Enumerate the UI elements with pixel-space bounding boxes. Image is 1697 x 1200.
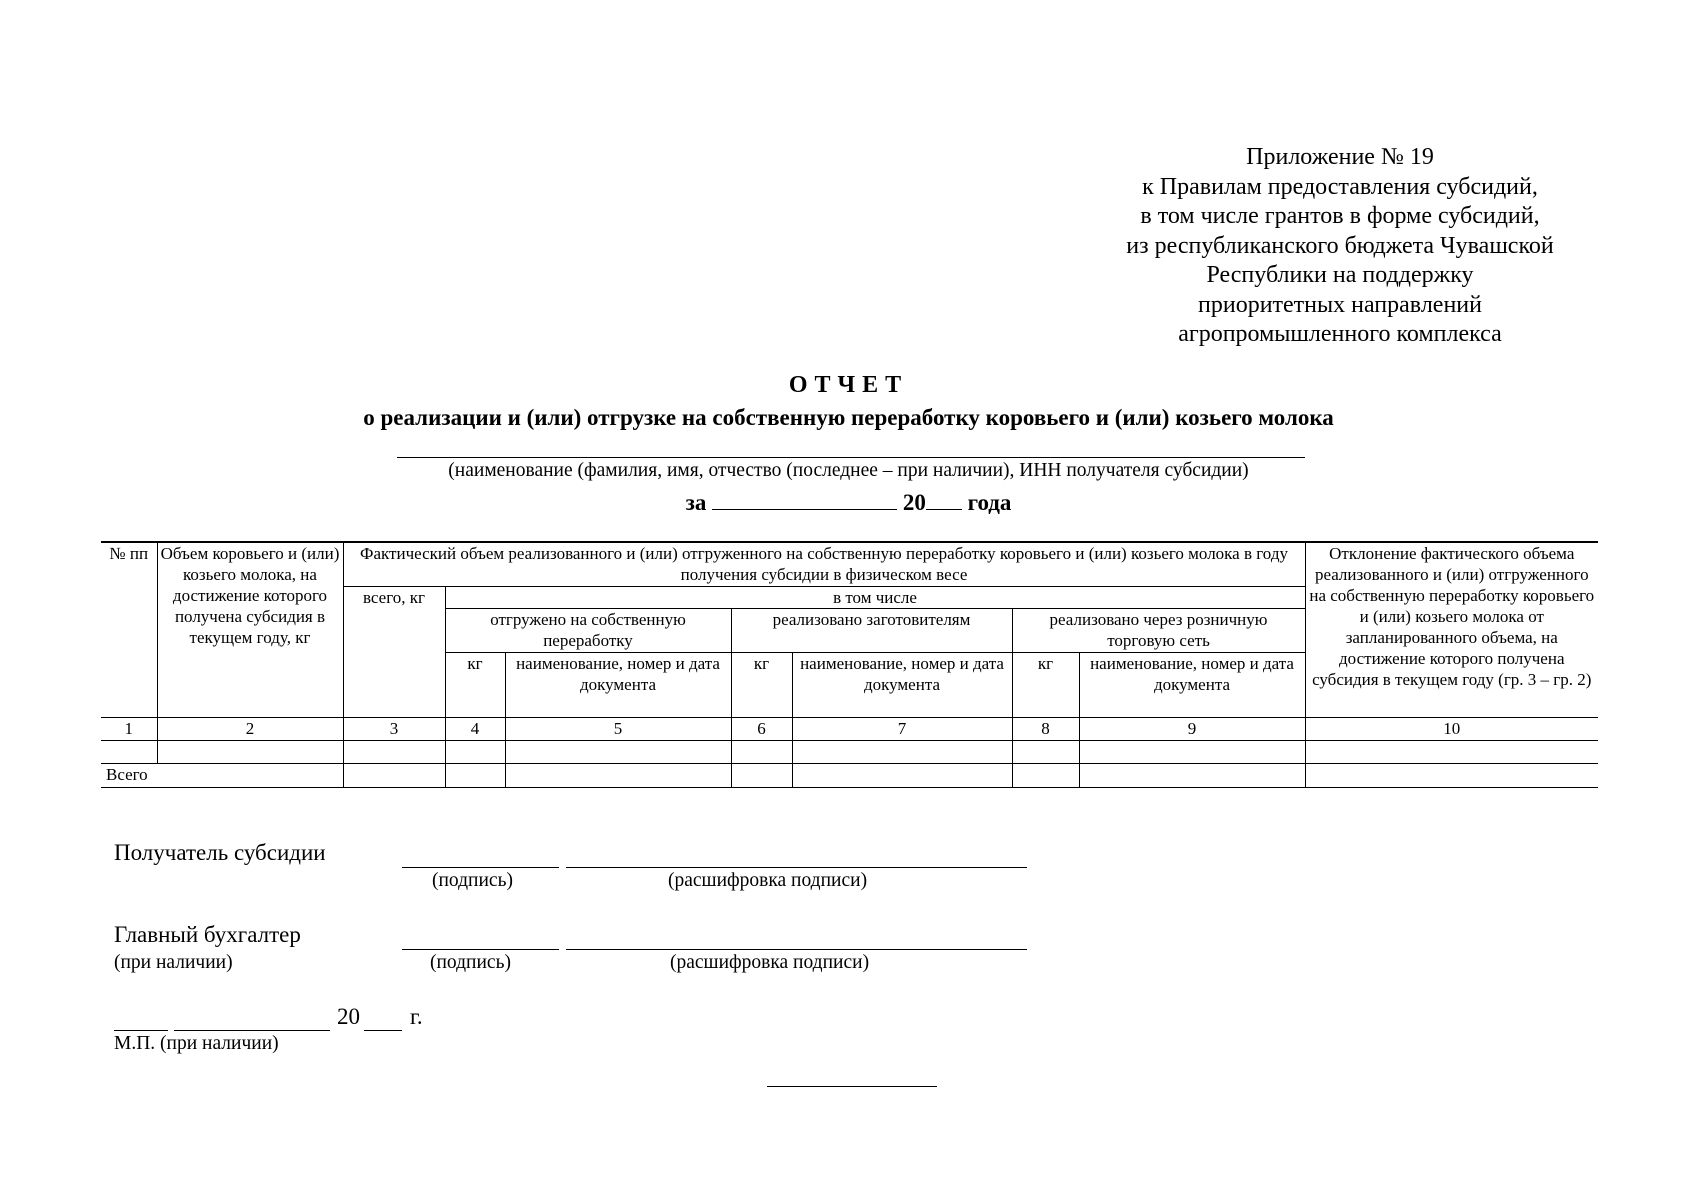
table-cell[interactable] [731,740,792,763]
table-cell[interactable] [505,763,731,787]
header-including: в том числе [445,586,1305,608]
recipient-decoding-line[interactable] [566,867,1027,868]
period-year-prefix: 20 [902,490,926,515]
table-cell[interactable] [101,740,157,763]
table-row [101,740,1598,763]
table-cell[interactable] [343,763,445,787]
table-cell[interactable] [1079,763,1305,787]
table-cell[interactable] [792,740,1012,763]
accountant-note: (при наличии) [114,952,233,973]
column-number: 4 [445,717,505,740]
table-cell[interactable] [445,763,505,787]
recipient-label: Получатель субсидии [114,840,326,865]
table-cell[interactable] [1012,763,1079,787]
header-total-kg: всего, кг [343,586,445,717]
bottom-divider [767,1086,937,1087]
column-number: 8 [1012,717,1079,740]
stamp-note: М.П. (при наличии) [114,1033,279,1054]
year-blank[interactable] [926,487,962,510]
appendix-line: приоритетных направлений [1198,291,1482,318]
appendix-line: агропромышленного комплекса [1178,321,1502,347]
report-subtitle: о реализации и (или) отгрузке на собственную переработку коровьего и (или) козьего молока [363,405,1334,430]
column-number: 9 [1079,717,1305,740]
column-number: 7 [792,717,1012,740]
appendix-line: к Правилам предоставления субсидий, [1142,173,1538,200]
report-period [0,487,1697,516]
table-cell[interactable] [157,740,343,763]
report-table [101,541,1598,788]
header-document: наименование, номер и дата документа [792,652,1012,717]
column-number: 2 [157,717,343,740]
recipient-signature-line[interactable] [402,867,559,868]
period-suffix: года [967,490,1012,515]
recipient-name-caption: (наименование (фамилия, имя, отчество (последнее – при наличии), ИНН получателя субсидии) [448,460,1249,481]
recipient-name-line[interactable] [397,457,1305,458]
period-blank[interactable] [712,487,897,510]
table-cell[interactable] [731,763,792,787]
column-number: 1 [101,717,157,740]
column-number: 10 [1305,717,1598,740]
column-number: 6 [731,717,792,740]
table-cell[interactable] [505,740,731,763]
header-kg: кг [445,652,505,717]
table-cell[interactable] [1305,763,1598,787]
date-year-line[interactable] [364,1030,402,1031]
column-number: 3 [343,717,445,740]
header-document: наименование, номер и дата документа [1079,652,1305,717]
header-kg: кг [1012,652,1079,717]
appendix-line: в том числе грантов в форме субсидий, [1140,203,1540,229]
accountant-label: Главный бухгалтер [114,922,301,947]
table-cell[interactable] [1079,740,1305,763]
accountant-decoding-line[interactable] [566,949,1027,950]
table-cell[interactable] [343,740,445,763]
report-title: ОТЧЕТ [788,372,909,398]
signature-caption: (подпись) [432,870,513,891]
header-planned-volume: Объем коровьего и (или) козьего молока, на достижение которого получена субсидия в текущем году, кг [157,542,343,717]
appendix-header [1085,143,1595,350]
header-actual-volume: Фактический объем реализованного и (или) отгруженного на собственную переработку коровьего и (или) козьего молока в году получения субсидии в физическом весе [343,542,1305,586]
header-shipped-processing: отгружено на собственную переработку [445,608,731,652]
column-number: 5 [505,717,731,740]
total-row [101,763,1598,787]
header-kg: кг [731,652,792,717]
header-deviation: Отклонение фактического объема реализованного и (или) отгруженного на собственную переработку коровьего и (или) козьего молока от запланированного объема, на достижение которого получена субсидия в текущем году (гр. 3 – гр. 2) [1305,542,1598,717]
date-year-prefix: 20 [337,1004,360,1029]
header-document: наименование, номер и дата документа [505,652,731,717]
accountant-signature-line[interactable] [402,949,559,950]
header-row-number: № пп [101,542,157,717]
date-day-line[interactable] [114,1030,168,1031]
appendix-line: из республиканского бюджета Чувашской [1126,232,1554,259]
total-label: Всего [101,763,343,787]
column-numbers-row [101,717,1598,740]
header-sold-retail: реализовано через розничную торговую сеть [1012,608,1305,652]
date-month-line[interactable] [174,1030,330,1031]
header-sold-procurers: реализовано заготовителям [731,608,1012,652]
table-cell[interactable] [1305,740,1598,763]
table-cell[interactable] [1012,740,1079,763]
signature-caption: (подпись) [430,952,511,973]
decoding-caption: (расшифровка подписи) [670,952,870,973]
period-prefix: за [685,490,707,515]
date-suffix: г. [410,1004,423,1029]
appendix-line: Приложение № 19 [1246,144,1434,170]
appendix-line: Республики на поддержку [1206,262,1474,288]
decoding-caption: (расшифровка подписи) [668,870,868,891]
table-cell[interactable] [792,763,1012,787]
table-cell[interactable] [445,740,505,763]
